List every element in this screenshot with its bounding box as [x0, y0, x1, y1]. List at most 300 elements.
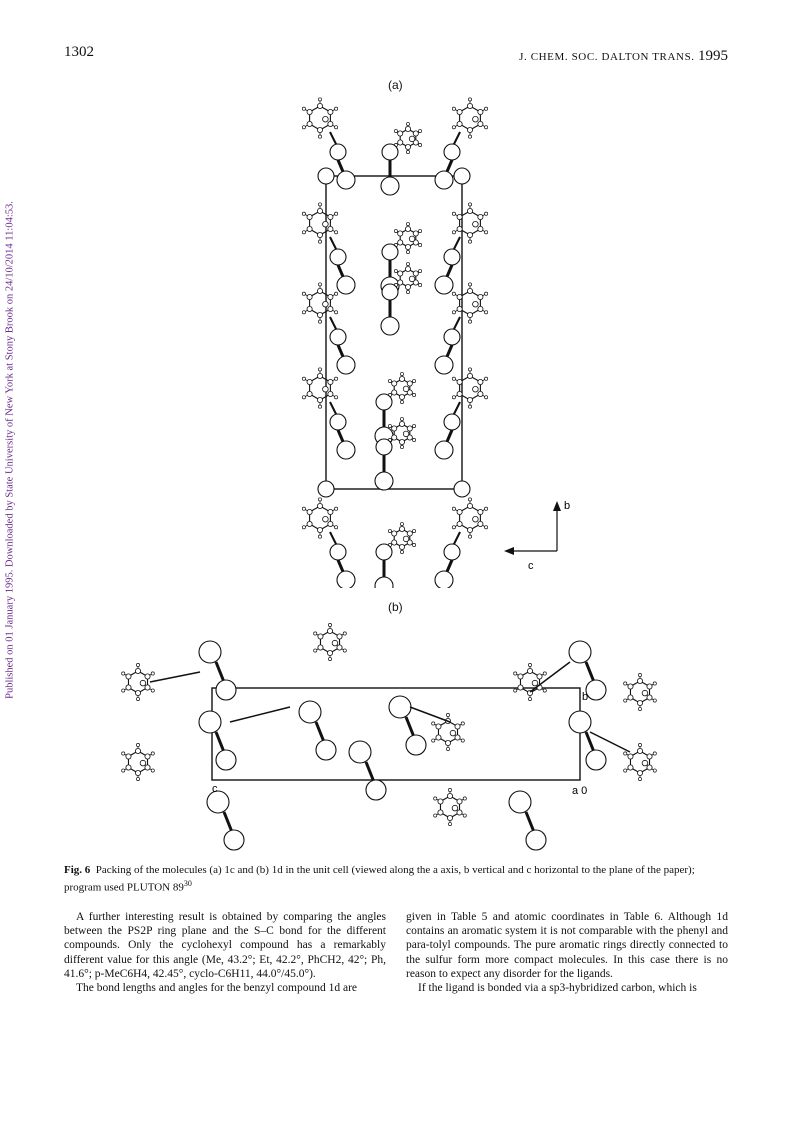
carbon-atom [647, 754, 652, 759]
hydrogen-atom [653, 769, 656, 772]
download-watermark-text: Published on 01 January 1995. Downloaded by State University of New York at Stony Brook on 24/10/2014 11:04:53. [4, 201, 16, 699]
carbon-atom [457, 226, 462, 231]
hydrogen-atom [302, 396, 305, 399]
hydrogen-atom [418, 229, 421, 232]
hydrogen-atom [653, 752, 656, 755]
hydrogen-atom [638, 743, 641, 746]
hydrogen-atom [624, 769, 627, 772]
hydrogen-atom [314, 632, 317, 635]
carbon-atom [467, 103, 472, 108]
molecule-group-b [122, 623, 657, 850]
hydrogen-atom [463, 814, 466, 817]
sulfur-atom [376, 439, 392, 455]
hydrogen-atom [452, 377, 455, 380]
sulfur-atom [586, 680, 606, 700]
hydrogen-atom [412, 438, 415, 441]
journal-year: 1995 [698, 48, 728, 64]
carbon-atom [405, 266, 410, 271]
sulfur-atom [316, 740, 336, 760]
hydrogen-atom [122, 689, 125, 692]
carbon-atom [407, 381, 412, 386]
page-number: 1302 [64, 44, 94, 60]
hydrogen-atom [638, 673, 641, 676]
hydrogen-atom [412, 379, 415, 382]
carbon-atom [457, 121, 462, 126]
carbon-atom [478, 521, 483, 526]
hydrogen-atom [394, 229, 397, 232]
sulfur-atom [454, 168, 470, 184]
hydrogen-atom [418, 143, 421, 146]
carbon-atom [328, 226, 333, 231]
hydrogen-atom [412, 543, 415, 546]
hydrogen-atom [638, 777, 641, 780]
cell-a0-label: a 0 [572, 785, 588, 797]
sulfur-atom [199, 711, 221, 733]
arrow-left-icon [504, 547, 514, 555]
carbon-atom [647, 695, 652, 700]
hydrogen-atom [653, 682, 656, 685]
sulfur-atom [207, 791, 229, 813]
hydrogen-atom [318, 320, 321, 323]
hydrogen-atom [406, 222, 409, 225]
hydrogen-atom [412, 529, 415, 532]
carbon-atom [447, 793, 452, 798]
carbon-atom [518, 674, 523, 679]
carbon-atom [399, 544, 404, 549]
hydrogen-atom [400, 417, 403, 420]
carbon-atom [403, 536, 409, 542]
hydrogen-atom [318, 368, 321, 371]
sulfur-atom [366, 780, 386, 800]
sulfur-atom [318, 168, 334, 184]
carbon-atom [407, 426, 412, 431]
hydrogen-atom [624, 699, 627, 702]
hydrogen-atom [406, 290, 409, 293]
carbon-atom [145, 765, 150, 770]
hydrogen-atom [318, 98, 321, 101]
body-column-left [64, 910, 386, 995]
carbon-atom [455, 735, 460, 740]
hydrogen-atom [485, 507, 488, 510]
hydrogen-atom [302, 507, 305, 510]
sulfur-atom [337, 276, 355, 294]
carbon-atom [457, 521, 462, 526]
sulfur-atom [318, 481, 334, 497]
sulfur-atom [337, 356, 355, 374]
carbon-atom [413, 231, 418, 236]
sulfur-atom [509, 791, 531, 813]
hydrogen-atom [318, 283, 321, 286]
hydrogen-atom [418, 129, 421, 132]
hydrogen-atom [335, 126, 338, 129]
figure-caption [64, 864, 728, 895]
carbon-atom [473, 386, 479, 392]
carbon-atom [473, 116, 479, 122]
hydrogen-atom [468, 320, 471, 323]
carbon-atom [317, 232, 322, 237]
sulfur-atom [435, 571, 453, 588]
hydrogen-atom [400, 372, 403, 375]
hydrogen-atom [406, 150, 409, 153]
carbon-atom [457, 379, 462, 384]
carbon-atom [628, 765, 633, 770]
carbon-atom [317, 397, 322, 402]
carbon-atom [145, 674, 150, 679]
hydrogen-atom [343, 632, 346, 635]
hydrogen-atom [543, 672, 546, 675]
bond [590, 732, 630, 752]
hydrogen-atom [318, 405, 321, 408]
carbon-atom [323, 221, 329, 227]
cell-c-label: c [212, 783, 218, 795]
carbon-atom [337, 645, 342, 650]
carbon-atom [317, 103, 322, 108]
carbon-atom [452, 805, 458, 811]
hydrogen-atom [335, 526, 338, 529]
hydrogen-atom [543, 689, 546, 692]
hydrogen-atom [318, 240, 321, 243]
sulfur-atom [349, 741, 371, 763]
carbon-atom [323, 301, 329, 307]
hydrogen-atom [468, 405, 471, 408]
carbon-atom [307, 214, 312, 219]
carbon-atom [307, 509, 312, 514]
sulfur-atom [381, 317, 399, 335]
carbon-atom [307, 306, 312, 311]
carbon-atom [392, 426, 397, 431]
sulfur-atom [435, 171, 453, 189]
hydrogen-atom [136, 697, 139, 700]
carbon-atom [527, 668, 532, 673]
sulfur-atom [330, 249, 346, 265]
hydrogen-atom [318, 498, 321, 501]
sulfur-atom [330, 544, 346, 560]
carbon-atom [467, 127, 472, 132]
carbon-atom [647, 684, 652, 689]
hydrogen-atom [412, 424, 415, 427]
carbon-atom [328, 294, 333, 299]
carbon-atom [478, 379, 483, 384]
carbon-atom [467, 397, 472, 402]
sulfur-atom [526, 830, 546, 850]
hydrogen-atom [514, 672, 517, 675]
hydrogen-atom [468, 240, 471, 243]
carbon-atom [307, 391, 312, 396]
sulfur-atom [337, 441, 355, 459]
sulfur-atom [444, 544, 460, 560]
packing-diagram-a [280, 88, 510, 588]
sulfur-atom [216, 680, 236, 700]
carbon-atom [478, 214, 483, 219]
carbon-atom [403, 431, 409, 437]
carbon-atom [398, 240, 403, 245]
molecule-group-a [302, 98, 487, 588]
hydrogen-atom [122, 752, 125, 755]
carbon-atom [145, 754, 150, 759]
paragraph-right-2: If the ligand is bonded via a sp3-hybridized carbon, which is [418, 982, 697, 995]
carbon-atom [328, 379, 333, 384]
hydrogen-atom [452, 212, 455, 215]
hydrogen-atom [400, 400, 403, 403]
hydrogen-atom [461, 722, 464, 725]
hydrogen-atom [446, 713, 449, 716]
hydrogen-atom [335, 396, 338, 399]
carbon-atom [457, 306, 462, 311]
carbon-atom [518, 685, 523, 690]
sulfur-atom [330, 414, 346, 430]
carbon-atom [318, 645, 323, 650]
hydrogen-atom [528, 697, 531, 700]
carbon-atom [323, 386, 329, 392]
carbon-atom [457, 509, 462, 514]
hydrogen-atom [468, 283, 471, 286]
carbon-atom [647, 765, 652, 770]
carbon-atom [145, 685, 150, 690]
hydrogen-atom [418, 243, 421, 246]
hydrogen-atom [461, 739, 464, 742]
carbon-atom [642, 690, 648, 696]
hydrogen-atom [452, 107, 455, 110]
running-head [519, 48, 728, 65]
sulfur-atom [330, 329, 346, 345]
hydrogen-atom [151, 689, 154, 692]
carbon-atom [398, 131, 403, 136]
carbon-atom [307, 521, 312, 526]
carbon-atom [457, 294, 462, 299]
sulfur-atom [376, 394, 392, 410]
carbon-atom [637, 770, 642, 775]
carbon-atom [317, 208, 322, 213]
bond [586, 662, 594, 682]
carbon-atom [473, 516, 479, 522]
carbon-atom [327, 628, 332, 633]
hydrogen-atom [302, 377, 305, 380]
arrow-up-icon [553, 501, 561, 511]
carbon-atom [436, 735, 441, 740]
sulfur-atom [435, 276, 453, 294]
cell-b-label: b [582, 691, 589, 703]
hydrogen-atom [394, 269, 397, 272]
carbon-atom [438, 810, 443, 815]
hydrogen-atom [485, 231, 488, 234]
sulfur-atom [444, 414, 460, 430]
caption-reference: 30 [183, 879, 192, 888]
bond [216, 732, 224, 752]
carbon-atom [135, 748, 140, 753]
carbon-atom [628, 684, 633, 689]
hydrogen-atom [394, 129, 397, 132]
bond [224, 812, 232, 832]
carbon-atom [398, 280, 403, 285]
sulfur-atom [389, 696, 411, 718]
carbon-atom [307, 226, 312, 231]
axis-b-label: b [564, 500, 571, 512]
carbon-atom [405, 126, 410, 131]
hydrogen-atom [432, 739, 435, 742]
hydrogen-atom [452, 396, 455, 399]
sulfur-atom [406, 735, 426, 755]
paragraph-right-1: given in Table 5 and atomic coordinates in Table 6. Although 1d contains an aromatic system it is not comparable with the phenyl and para-tolyl compounds. The pure aromatic rings directly connected to the sulfur form more compact molecules. In this case there is no reason to expect any disorder for the ligands. [406, 911, 728, 980]
journal-name: J. CHEM. SOC. DALTON TRANS. [519, 51, 695, 63]
carbon-atom [532, 680, 538, 686]
hydrogen-atom [151, 752, 154, 755]
hydrogen-atom [122, 672, 125, 675]
carbon-atom [126, 674, 131, 679]
bond [216, 662, 224, 682]
carbon-atom [438, 799, 443, 804]
hydrogen-atom [151, 672, 154, 675]
carbon-atom [307, 379, 312, 384]
carbon-atom [328, 391, 333, 396]
hydrogen-atom [514, 689, 517, 692]
carbon-atom [457, 109, 462, 114]
carbon-atom [307, 109, 312, 114]
carbon-atom [126, 754, 131, 759]
sulfur-atom [382, 244, 398, 260]
carbon-atom [637, 748, 642, 753]
carbon-atom [409, 136, 415, 142]
hydrogen-atom [528, 663, 531, 666]
sulfur-atom [376, 544, 392, 560]
carbon-atom [399, 526, 404, 531]
carbon-atom [447, 815, 452, 820]
hydrogen-atom [328, 657, 331, 660]
hydrogen-atom [302, 107, 305, 110]
hydrogen-atom [434, 797, 437, 800]
sulfur-atom [330, 144, 346, 160]
bond [586, 732, 594, 752]
carbon-atom [332, 640, 338, 646]
carbon-atom [140, 760, 146, 766]
sulfur-atom [337, 171, 355, 189]
carbon-atom [467, 373, 472, 378]
hydrogen-atom [452, 526, 455, 529]
axis-arrows [500, 495, 580, 575]
caption-text: Packing of the molecules (a) 1c and (b) 1d in the unit cell (viewed along the a axis, b vertical and c horizontal to the plane of the paper); program used PLUTON 89 [64, 864, 695, 894]
carbon-atom [317, 127, 322, 132]
hydrogen-atom [388, 424, 391, 427]
hydrogen-atom [485, 311, 488, 314]
panel-a-label: (a) [388, 78, 403, 92]
hydrogen-atom [302, 292, 305, 295]
carbon-atom [126, 765, 131, 770]
carbon-atom [140, 680, 146, 686]
carbon-atom [467, 208, 472, 213]
sulfur-atom [381, 177, 399, 195]
carbon-atom [467, 312, 472, 317]
carbon-atom [328, 306, 333, 311]
hydrogen-atom [448, 822, 451, 825]
hydrogen-atom [406, 250, 409, 253]
hydrogen-atom [343, 649, 346, 652]
hydrogen-atom [388, 379, 391, 382]
hydrogen-atom [318, 535, 321, 538]
carbon-atom [409, 276, 415, 282]
hydrogen-atom [136, 663, 139, 666]
carbon-atom [457, 214, 462, 219]
carbon-atom [473, 221, 479, 227]
carbon-atom [317, 527, 322, 532]
hydrogen-atom [468, 368, 471, 371]
carbon-atom [637, 700, 642, 705]
hydrogen-atom [335, 212, 338, 215]
hydrogen-atom [468, 98, 471, 101]
carbon-atom [467, 288, 472, 293]
hydrogen-atom [434, 814, 437, 817]
carbon-atom [436, 724, 441, 729]
carbon-atom [328, 121, 333, 126]
bond [406, 717, 414, 737]
sulfur-atom [299, 701, 321, 723]
carbon-atom [135, 690, 140, 695]
carbon-atom [126, 685, 131, 690]
carbon-atom [405, 226, 410, 231]
carbon-atom [307, 294, 312, 299]
carbon-atom [399, 421, 404, 426]
carbon-atom [337, 634, 342, 639]
hydrogen-atom [328, 623, 331, 626]
hydrogen-atom [400, 522, 403, 525]
sulfur-atom [444, 249, 460, 265]
carbon-atom [328, 509, 333, 514]
carbon-atom [399, 439, 404, 444]
hydrogen-atom [318, 135, 321, 138]
carbon-atom [478, 294, 483, 299]
bond [230, 707, 290, 722]
carbon-atom [405, 284, 410, 289]
panel-b-label: (b) [388, 600, 403, 614]
carbon-atom [455, 724, 460, 729]
carbon-atom [399, 376, 404, 381]
carbon-atom [398, 231, 403, 236]
hydrogen-atom [468, 498, 471, 501]
body-column-right [406, 910, 728, 995]
hydrogen-atom [406, 262, 409, 265]
carbon-atom [135, 770, 140, 775]
hydrogen-atom [136, 777, 139, 780]
axis-c-label: c [528, 560, 534, 572]
carbon-atom [328, 214, 333, 219]
carbon-atom [392, 531, 397, 536]
carbon-atom [323, 116, 329, 122]
carbon-atom [478, 109, 483, 114]
hydrogen-atom [468, 203, 471, 206]
carbon-atom [413, 271, 418, 276]
hydrogen-atom [335, 292, 338, 295]
carbon-atom [473, 301, 479, 307]
bond [316, 722, 324, 742]
carbon-atom [327, 650, 332, 655]
carbon-atom [398, 140, 403, 145]
sulfur-atom [199, 641, 221, 663]
carbon-atom [445, 740, 450, 745]
carbon-atom [392, 540, 397, 545]
carbon-atom [457, 810, 462, 815]
hydrogen-atom [452, 126, 455, 129]
packing-diagram-b [110, 612, 700, 852]
sulfur-atom [569, 711, 591, 733]
sulfur-atom [382, 284, 398, 300]
hydrogen-atom [463, 797, 466, 800]
sulfur-atom [216, 750, 236, 770]
hydrogen-atom [302, 526, 305, 529]
hydrogen-atom [448, 788, 451, 791]
hydrogen-atom [638, 707, 641, 710]
hydrogen-atom [624, 682, 627, 685]
bond [150, 672, 200, 682]
hydrogen-atom [302, 231, 305, 234]
hydrogen-atom [446, 747, 449, 750]
